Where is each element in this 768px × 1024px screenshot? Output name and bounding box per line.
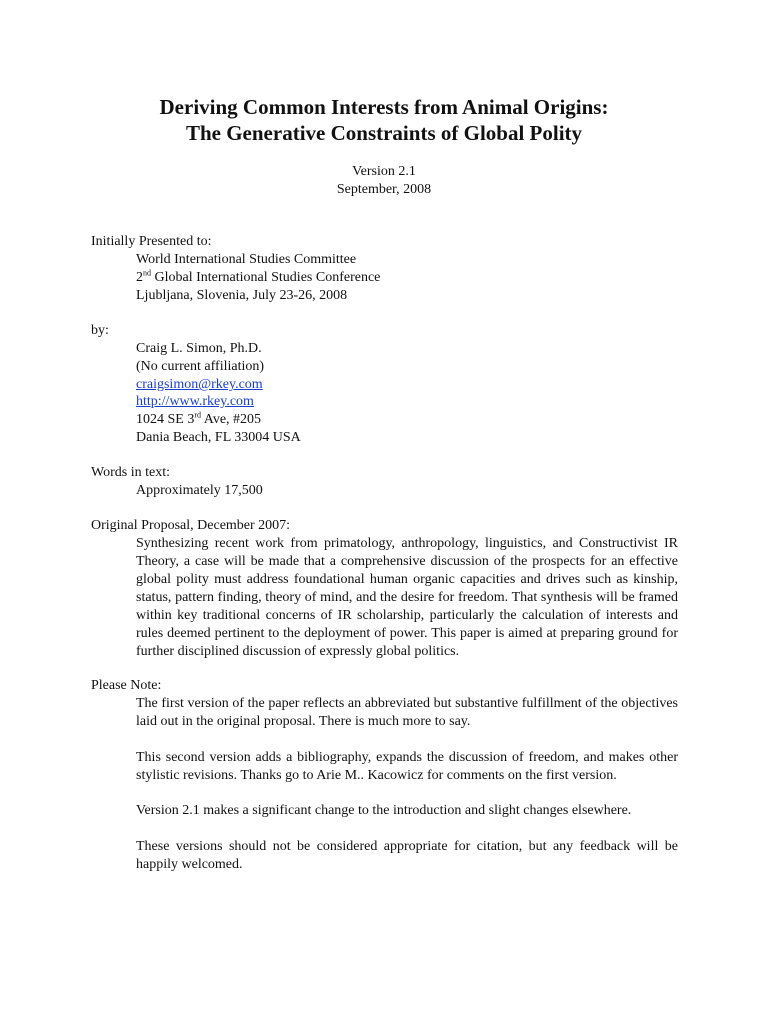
conference-location: Ljubljana, Slovenia, July 23-26, 2008 [136,288,348,303]
note-paragraph-1: The first version of the paper reflects an abbreviated but substantive fulfillment of the objectives laid out in the original proposal. There is much more to say. [136,696,678,729]
author-affiliation: (No current affiliation) [136,359,265,374]
email-link[interactable]: craigsimon@rkey.com [136,377,263,392]
presented-heading: Initially Presented to: [91,234,212,249]
author-heading: by: [91,323,109,338]
title-line-2: The Generative Constraints of Global Polity [185,121,583,145]
author-city: Dania Beach, FL 33004 USA [136,430,301,445]
conference-name [136,269,380,287]
proposal-text: Synthesizing recent work from primatology, anthropology, linguistics, and Constructivist IR Theory, a case will be made that a comprehensive discussion of the prospects for an effective global polity must address foundational human organic capacities and drives such as kinship, status, pattern finding, theory of mind, and the desire for freedom. That synthesis will be framed within key traditional concerns of IR scholarship, particularly the calculation of interests and rules deemed pertinent to the deployment of power. This paper is aimed at preparing ground for further disciplined discussion of expressly global politics. [136,536,678,659]
address-ordinal: rd [194,410,202,420]
conference-number: 2 [136,270,143,285]
note-paragraph-4: These versions should not be considered appropriate for citation, but any feedback will be happily welcomed. [136,839,678,872]
address-street: Ave, #205 [201,412,262,427]
words-count: Approximately 17,500 [136,483,263,498]
conference-ordinal: nd [143,268,151,278]
version-label: Version 2.1 [352,164,416,179]
title-line-1: Deriving Common Interests from Animal Origins: [159,95,609,119]
note-heading: Please Note: [91,678,162,693]
proposal-heading: Original Proposal, December 2007: [91,518,291,533]
version-date: September, 2008 [336,182,432,197]
website-link-row [136,393,254,411]
committee-name: World International Studies Committee [136,252,357,267]
words-heading: Words in text: [91,465,170,480]
address-number: 1024 SE 3 [136,412,195,427]
note-paragraph-2: This second version adds a bibliography, expands the discussion of freedom, and makes other stylistic revisions. Thanks go to Arie M.. Kacowicz for comments on the first version. [136,750,678,783]
website-link[interactable]: http://www.rkey.com [136,394,254,409]
conference-title: Global International Studies Conference [151,270,381,285]
author-name: Craig L. Simon, Ph.D. [136,341,262,356]
email-link-row [136,376,263,394]
note-paragraph-3: Version 2.1 makes a significant change to the introduction and slight changes elsewhere. [136,803,632,818]
author-address [136,411,261,429]
